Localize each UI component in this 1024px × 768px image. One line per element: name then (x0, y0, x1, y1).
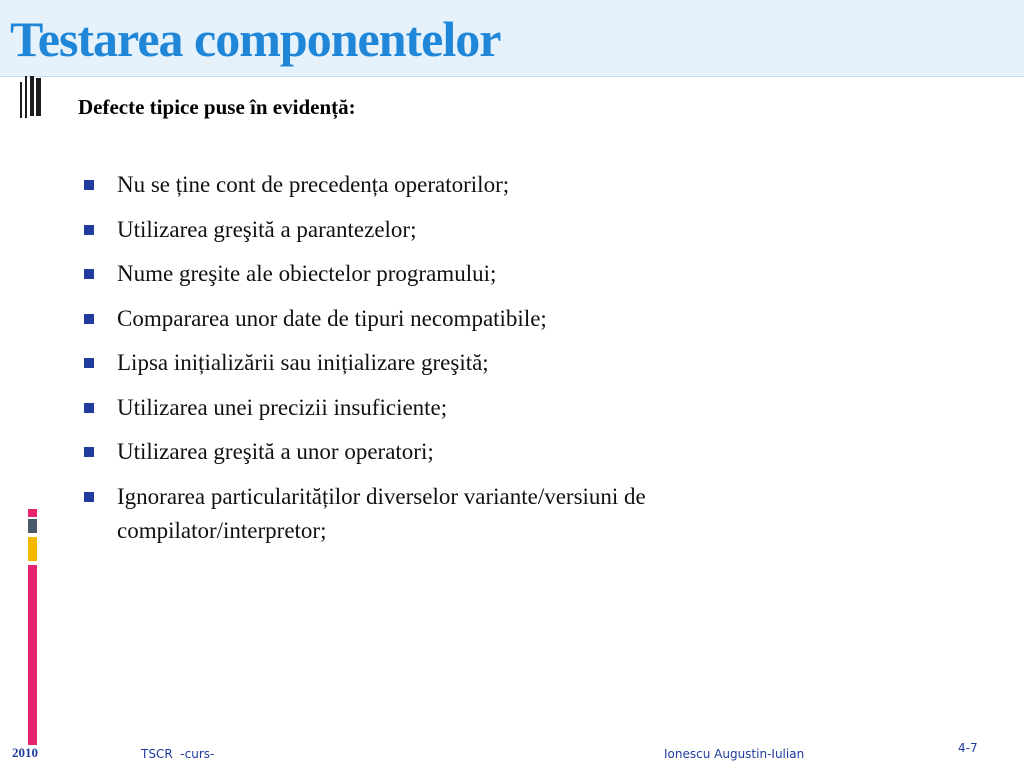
list-item (82, 213, 802, 247)
list-item-text: Compararea unor date de tipuri necompatibile; (117, 305, 547, 331)
slide-title: Testarea componentelor (10, 11, 501, 67)
footer-author: Ionescu Augustin-Iulian (664, 747, 805, 761)
list-item-text: Utilizarea greşită a unor operatori; (117, 439, 434, 464)
square-bullet-icon (84, 403, 94, 413)
square-bullet-icon (84, 269, 94, 279)
list-item (82, 257, 802, 291)
square-bullet-icon (84, 492, 94, 502)
footer-year: 2010 (12, 745, 38, 760)
list-item-text: Lipsa inițializării sau inițializare greşită; (117, 350, 489, 375)
square-bullet-icon (84, 447, 94, 457)
title-divider (0, 76, 1024, 77)
square-bullet-icon (84, 225, 94, 235)
slide-subtitle: Defecte tipice puse în evidență: (78, 95, 356, 119)
list-item (82, 480, 802, 548)
square-bullet-icon (84, 314, 94, 324)
accent-bar-gray (28, 519, 37, 533)
list-item (82, 302, 802, 336)
list-item-text: Nume greşite ale obiectelor programului; (117, 261, 497, 286)
list-item (82, 391, 802, 425)
accent-bar-pink-top (28, 509, 37, 517)
list-item-text: Utilizarea unei precizii insuficiente; (117, 394, 448, 420)
accent-bar-pink (28, 565, 37, 745)
list-item (82, 346, 802, 380)
list-item-text: Nu se ține cont de precedența operatorilor; (117, 172, 510, 197)
accent-bar-yellow (28, 537, 37, 561)
bullet-list (82, 168, 802, 558)
footer-course: TSCR -curs- (141, 747, 215, 761)
page-number: 4-7 (958, 741, 978, 755)
list-item (82, 435, 802, 469)
list-item-text: Utilizarea greşită a parantezelor; (117, 216, 417, 242)
square-bullet-icon (84, 358, 94, 368)
decorative-stripes-top (20, 76, 42, 120)
list-item-text: Ignorarea particularităților diverselor variante/versiuni de compilator/interpretor; (117, 483, 646, 543)
list-item (82, 168, 802, 202)
square-bullet-icon (84, 180, 94, 190)
